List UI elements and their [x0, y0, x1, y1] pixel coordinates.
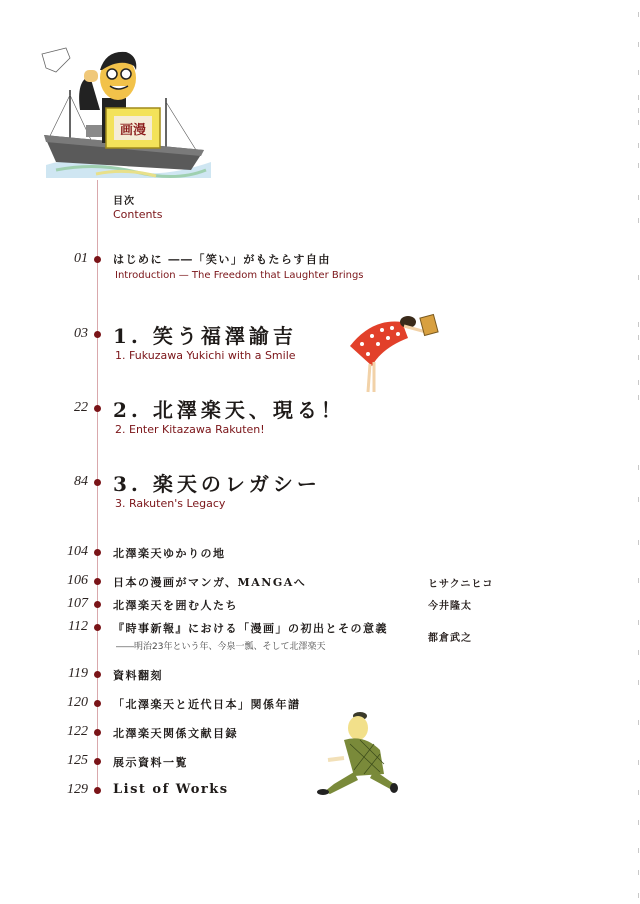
page-number: 22 — [74, 400, 88, 415]
entry-title-jp: 3. 楽天のレガシー — [113, 472, 321, 496]
timeline-dot — [94, 256, 101, 263]
timeline-dot — [94, 331, 101, 338]
entry-author: 都倉武之 — [428, 633, 472, 644]
timeline-dot — [94, 624, 101, 631]
entry-title: 北澤楽天ゆかりの地 — [113, 547, 226, 560]
entry-title-en: 2. Enter Kitazawa Rakuten! — [115, 423, 265, 436]
svg-text:画漫: 画漫 — [119, 123, 147, 138]
timeline-dot — [94, 549, 101, 556]
page-number: 03 — [74, 326, 88, 341]
page-number: 106 — [67, 573, 88, 588]
timeline-dot — [94, 787, 101, 794]
page-number: 84 — [74, 474, 88, 489]
bowing-girl-illustration — [342, 308, 442, 398]
page-number: 120 — [67, 695, 88, 710]
page-number: 119 — [68, 666, 88, 681]
entry-title-jp: はじめに ――「笑い」がもたらす自由 — [113, 253, 331, 266]
toc-title-en: Contents — [113, 208, 163, 221]
page-number: 129 — [67, 782, 88, 797]
entry-title: 「北澤楽天と近代日本」関係年譜 — [113, 698, 301, 711]
entry-author: 今井隆太 — [428, 601, 472, 612]
page-number: 125 — [67, 753, 88, 768]
entry-title-en: 1. Fukuzawa Yukichi with a Smile — [115, 349, 296, 362]
timeline-dot — [94, 601, 101, 608]
entry-title-en: 3. Rakuten's Legacy — [115, 497, 226, 510]
entry-title: 資料翻刻 — [113, 669, 163, 682]
timeline-dot — [94, 729, 101, 736]
page-number: 107 — [67, 596, 88, 611]
entry-title: 日本の漫画がマンガ、MANGAへ — [113, 576, 307, 589]
page-number: 122 — [67, 724, 88, 739]
ship-illustration — [36, 40, 216, 180]
entry-title-jp: 2. 北澤楽天、現る！ — [113, 398, 345, 422]
entry-title: 北澤楽天を囲む人たち — [113, 599, 238, 612]
timeline-dot — [94, 671, 101, 678]
timeline-dot — [94, 758, 101, 765]
entry-subtitle: ――明治23年という年、今泉一瓢、そして北澤楽天 — [116, 642, 326, 652]
timeline-dot — [94, 700, 101, 707]
timeline-dot — [94, 479, 101, 486]
page-number: 01 — [74, 251, 88, 266]
walking-man-illustration — [314, 710, 398, 796]
timeline-dot — [94, 405, 101, 412]
entry-title: 展示資料一覧 — [113, 756, 188, 769]
page-number: 112 — [68, 619, 88, 634]
entry-title: List of Works — [113, 782, 229, 797]
timeline-dot — [94, 578, 101, 585]
entry-title-en: Introduction — The Freedom that Laughter Brings — [115, 270, 364, 281]
page-edge-marks — [636, 0, 640, 904]
page-number: 104 — [67, 544, 88, 559]
toc-title-jp: 目次 — [113, 196, 135, 207]
entry-author: ヒサクニヒコ — [428, 579, 494, 590]
entry-title: 北澤楽天関係文献目録 — [113, 727, 238, 740]
entry-title-jp: 1. 笑う福澤諭吉 — [113, 324, 297, 348]
entry-title: 『時事新報』における「漫画」の初出とその意義 — [113, 622, 388, 635]
